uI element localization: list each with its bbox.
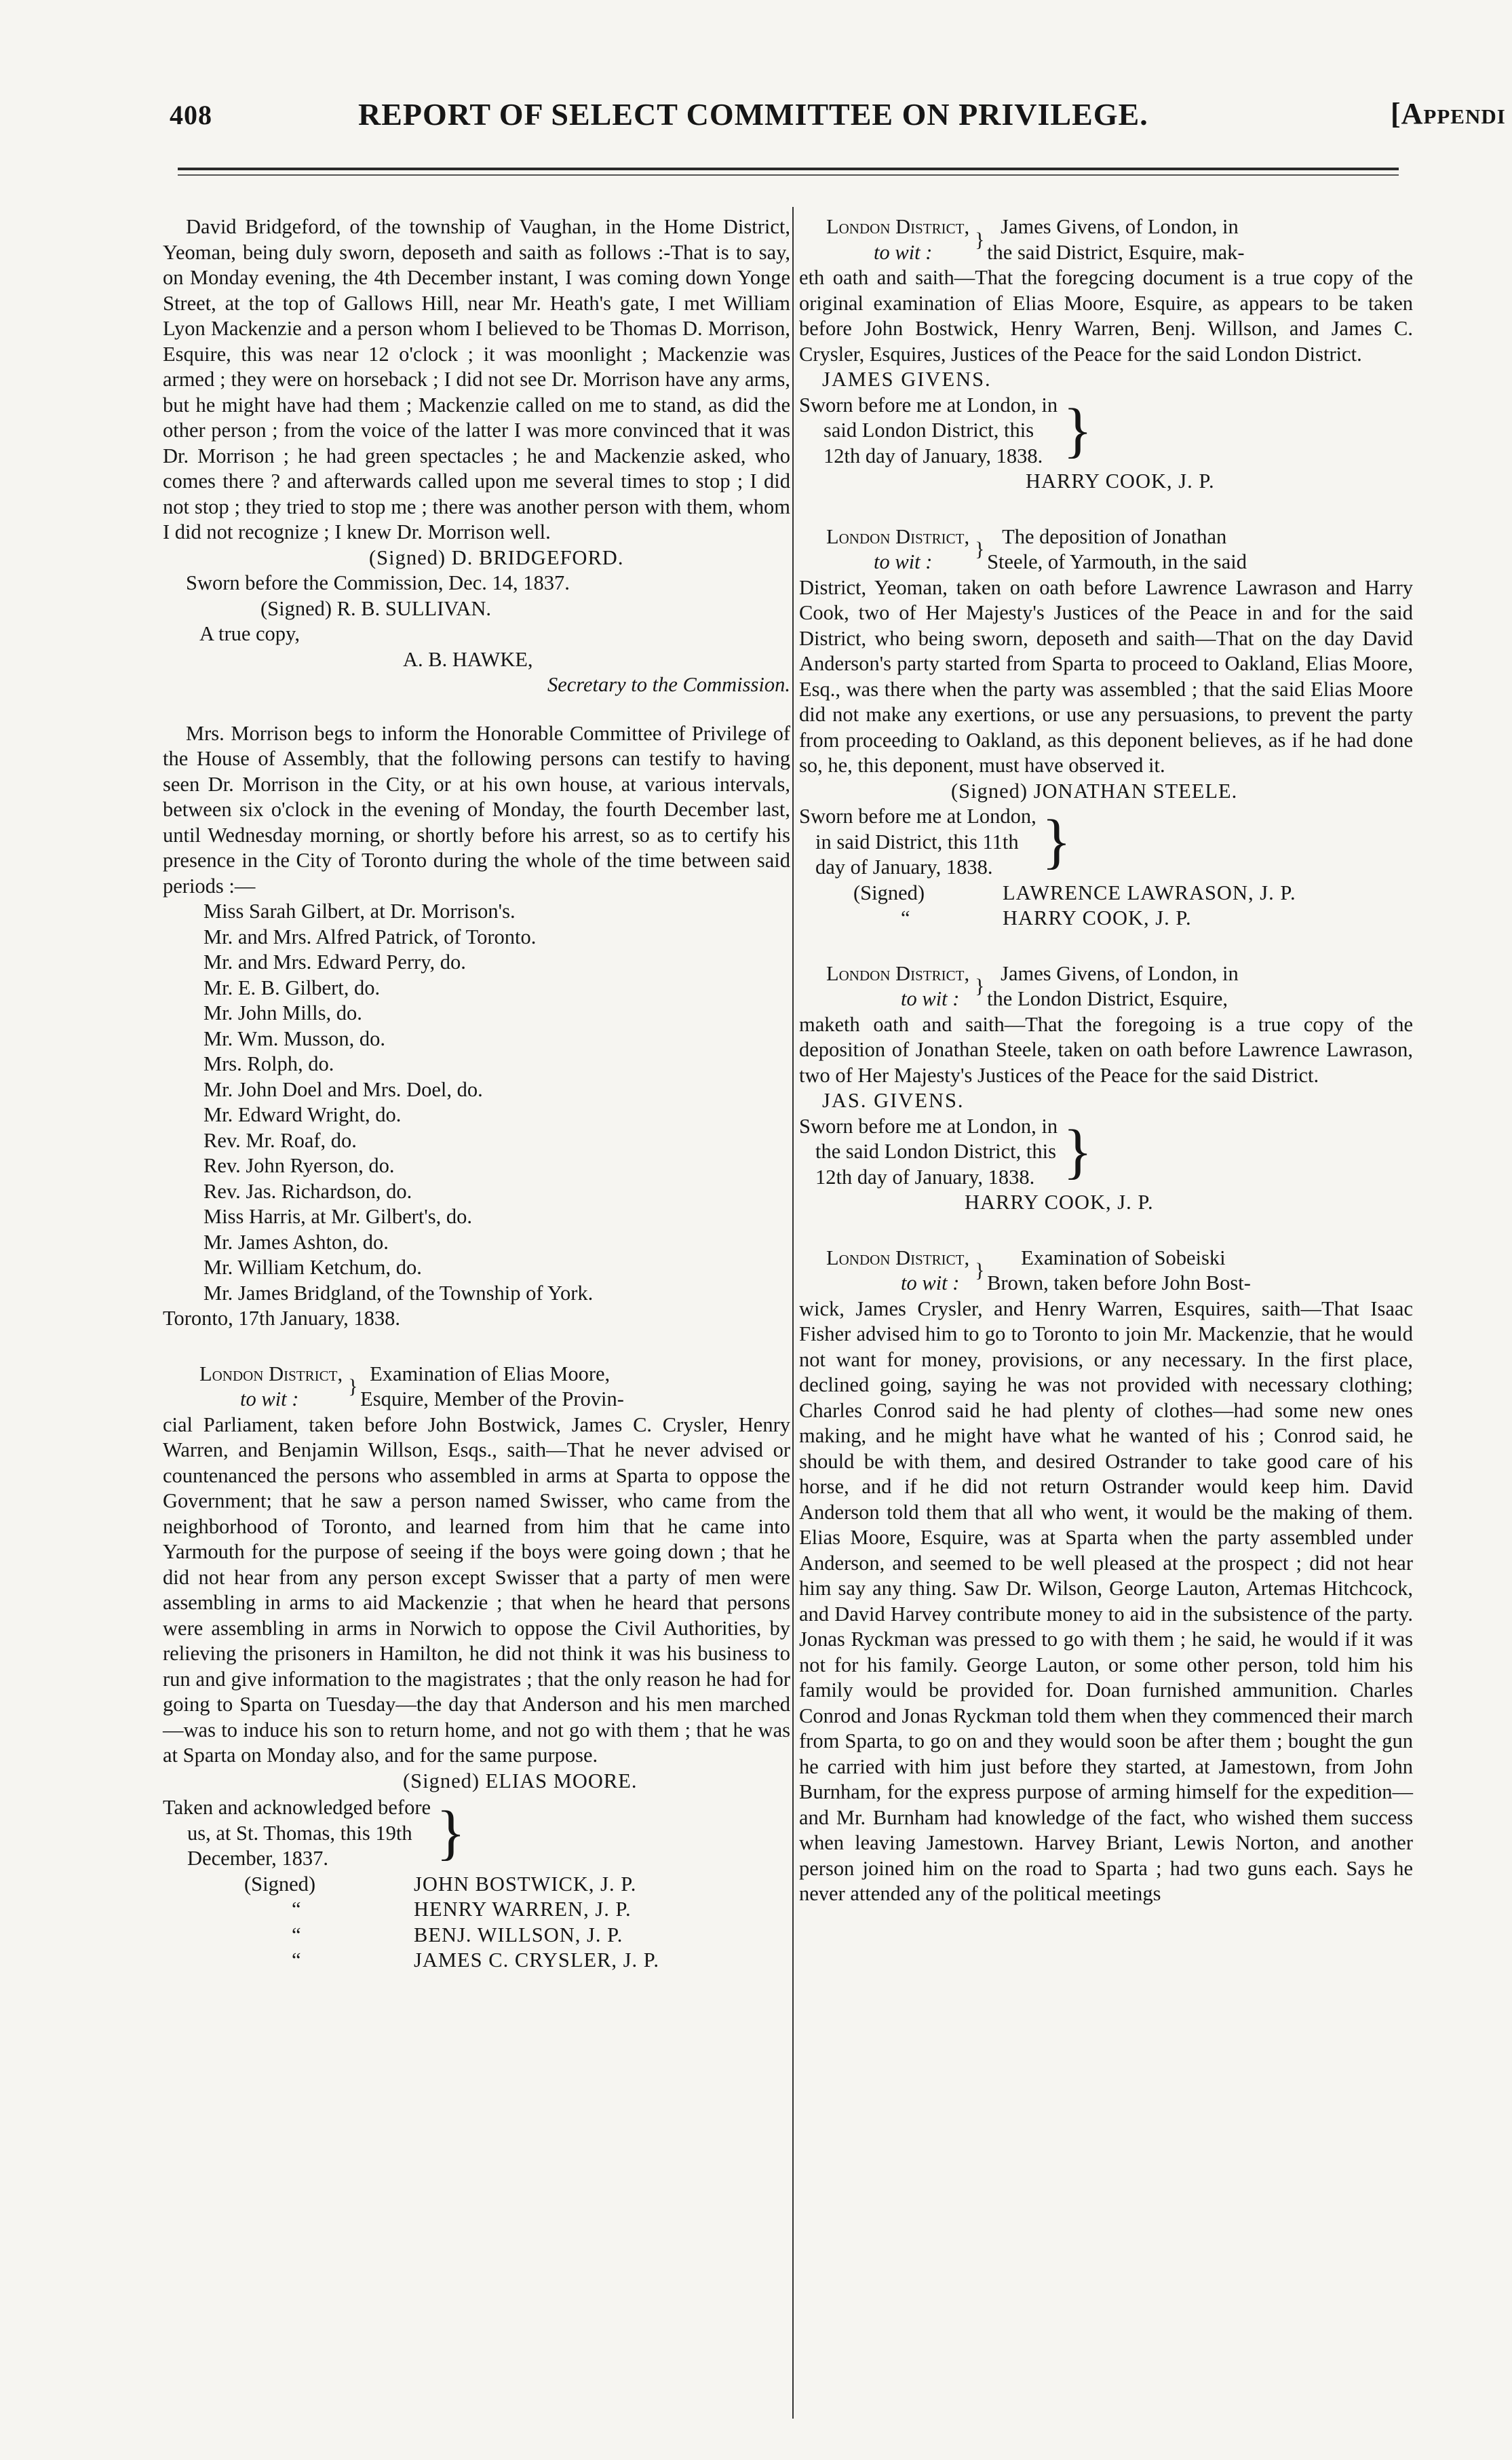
jp-name: HARRY COOK, J. P. xyxy=(965,1191,1154,1214)
list-item: Mr. James Bridgland, of the Township of York. xyxy=(203,1281,594,1305)
hawke-title: Secretary to the Commission. xyxy=(547,673,790,696)
jp-name: HARRY COOK, J. P. xyxy=(1003,906,1192,929)
brace-glyph: } xyxy=(1041,808,1072,876)
jp-name: BENJ. WILLSON, J. P. xyxy=(414,1923,623,1946)
brown-examination xyxy=(799,1246,1413,1907)
list-item: Mr. Wm. Musson, do. xyxy=(203,1026,386,1050)
page-title: REPORT OF SELECT COMMITTEE ON PRIVILEGE. xyxy=(358,97,1148,132)
right-column xyxy=(799,214,1413,1907)
header-rule-thin xyxy=(178,174,1399,176)
sworn-line: the said London District, this xyxy=(815,1140,1056,1163)
left-column xyxy=(163,214,790,1974)
givens-affidavit-2 xyxy=(799,961,1413,1216)
intro-line: Steele, of Yarmouth, in the said xyxy=(987,550,1247,573)
sworn-line: in said District, this 11th xyxy=(815,830,1019,853)
moore-intro-2: Esquire, Member of the Provin- xyxy=(360,1387,624,1410)
to-wit-label: to wit : xyxy=(240,1387,299,1410)
ditto-mark: “ xyxy=(901,906,910,929)
sworn-line: said London District, this xyxy=(823,419,1034,442)
sworn-line: 12th day of January, 1838. xyxy=(823,444,1043,467)
moore-intro: Examination of Elias Moore, xyxy=(370,1362,610,1385)
jp-name: LAWRENCE LAWRASON, J. P. xyxy=(1003,881,1296,904)
list-item: Mr. John Mills, do. xyxy=(203,1001,362,1024)
sworn-line: Sworn before me at London, in xyxy=(799,1114,1058,1138)
to-wit-label: to wit : xyxy=(874,550,933,573)
jp-name: HENRY WARREN, J. P. xyxy=(414,1898,632,1921)
list-item: Mr. Edward Wright, do. xyxy=(203,1103,402,1126)
steele-signature: (Signed) JONATHAN STEELE. xyxy=(951,779,1238,803)
hawke-name: A. B. HAWKE, xyxy=(403,647,533,671)
brace-glyph: } xyxy=(1063,396,1093,464)
true-copy: A true copy, xyxy=(199,622,300,645)
givens-affidavit-1 xyxy=(799,214,1413,495)
brace-glyph: } xyxy=(975,228,985,251)
brace-glyph: } xyxy=(975,1259,985,1282)
intro-line: The deposition of Jonathan xyxy=(1002,524,1227,548)
steele-deposition xyxy=(799,524,1413,931)
intro-line: the said District, Esquire, mak- xyxy=(987,240,1245,264)
morrison-statement: Mrs. Morrison begs to inform the Honorable Committee of Privilege of the House of Assembly, that the following persons can testify to having seen Dr. Morrison in the City, or at his own house, at various intervals, between six o'clock in the evening of Monday, the fourth December last, until Wednesday morning, or shortly before his arrest, so as to certify his presence in the City of Toronto during the whole of the time between said periods :— xyxy=(163,721,790,898)
intro-line: the London District, Esquire, xyxy=(987,987,1228,1010)
morrison-date: Toronto, 17th January, 1838. xyxy=(163,1307,400,1330)
moore-examination xyxy=(163,1362,790,1974)
sworn-line: Sworn before me at London, in xyxy=(799,393,1058,417)
jp-name: JAMES C. CRYSLER, J. P. xyxy=(414,1948,659,1972)
list-item: Mr. and Mrs. Alfred Patrick, of Toronto. xyxy=(203,925,537,948)
district-label: London District, xyxy=(826,215,970,238)
page-number: 408 xyxy=(170,100,212,130)
sworn-line: Sworn before me at London, xyxy=(799,805,1036,828)
intro-line: Brown, taken before John Bost- xyxy=(987,1271,1251,1294)
list-item: Mrs. Rolph, do. xyxy=(203,1052,334,1075)
bridgeford-deposition: David Bridgeford, of the township of Vaughan, in the Home District, Yeoman, being duly sworn, deposeth and saith as follows :-That is to say, on Monday evening, the 4th December instant, I was coming down Yonge Street, at the top of Gallows Hill, near Mr. Heath's gate, I met William Lyon Mackenzie and a person whom I believed to be Thomas D. Morrison, Esquire, this was near 12 o'clock ; it was moonlight ; Mackenzie was armed ; they were on horseback ; I did not see Dr. Morrison have any arms, but he might have had them ; Mackenzie called on me to stand, as did the other person ; from the voice of the latter I was more convinced that it was Dr. Morrison ; he had green spectacles ; he and Mackenzie asked, who comes there ? and afterwards called upon me several times to stop ; I did not stop ; they tried to stop me ; there was another person with them, whom I did not recognize ; I knew Dr. Morrison well. xyxy=(163,215,790,543)
list-item: Mr. E. B. Gilbert, do. xyxy=(203,976,381,999)
appendix-label: [Appendi xyxy=(1391,97,1506,130)
taken-line: Taken and acknowledged before xyxy=(163,1796,431,1819)
to-wit-label: to wit : xyxy=(901,987,960,1010)
district-label: London District, xyxy=(826,524,970,548)
list-item: Rev. Jas. Richardson, do. xyxy=(203,1179,412,1203)
district-label: London District, xyxy=(826,961,970,985)
list-item: Mr. John Doel and Mrs. Doel, do. xyxy=(203,1077,483,1101)
moore-signature: (Signed) ELIAS MOORE. xyxy=(403,1769,638,1792)
ditto-mark: “ xyxy=(292,1923,301,1946)
list-item: Rev. Mr. Roaf, do. xyxy=(203,1128,357,1152)
brace-glyph: } xyxy=(436,1799,466,1867)
sworn-line: day of January, 1838. xyxy=(815,856,993,879)
steele-text: District, Yeoman, taken on oath before Lawrence Lawrason and Harry Cook, two of Her Majesty's Justices of the Peace in and for the said District, who being sworn, deposeth and saith—That on the day David Anderson's party started from Sparta to proceed to Oakland, Elias Moore, Esq., was there when the party was assembled ; that the said Elias Moore did not make any exertions, or use any persuasions, to prevent the party from proceeding to Oakland, as this deponent believes, as if he had done so, he, this deponent, must have observed it. xyxy=(799,575,1413,777)
moore-text: cial Parliament, taken before John Bostwick, James C. Crysler, Henry Warren, and Benjamin Willson, Esqs., saith—That he never advised or countenanced the persons who assembled in arms at Sparta to oppose the Government; that he saw a person named Swisser, who came from the neighborhood of Toronto, and learned from him that he came into Yarmouth for the purpose of seeing if the boys were going down ; that he did not hear from any person except Swisser that a party of men were assembling in arms to aid Mackenzie ; that when he heard that persons were assembling in arms in Norwich to oppose the Civil Authorities, by relieving the prisoners in Hamilton, he did not think it was his business to run and give information to the magistrates ; that the only reason he had for going to Sparta on Tuesday—the day that Anderson and his men marched—was to induce his son to return home, and not go with them ; that he was at Sparta on Monday also, and for the same purpose. xyxy=(163,1412,790,1767)
intro-line: Examination of Sobeiski xyxy=(1021,1246,1226,1269)
sworn-line: 12th day of January, 1838. xyxy=(815,1165,1035,1189)
bridgeford-signature: (Signed) D. BRIDGEFORD. xyxy=(369,545,624,569)
ditto-mark: “ xyxy=(292,1948,301,1972)
givens2-text: maketh oath and saith—That the foregoing is a true copy of the deposition of Jonathan Steele, taken on oath before Lawrence Lawrason, two of Her Majesty's Justices of the Peace for the said District. xyxy=(799,1012,1413,1087)
list-item: Miss Harris, at Mr. Gilbert's, do. xyxy=(203,1205,473,1228)
sullivan-signature: (Signed) R. B. SULLIVAN. xyxy=(260,596,492,620)
signed-label: (Signed) xyxy=(853,881,925,904)
list-item: Miss Sarah Gilbert, at Dr. Morrison's. xyxy=(203,900,516,923)
intro-line: James Givens, of London, in xyxy=(1001,961,1239,985)
list-item: Mr. William Ketchum, do. xyxy=(203,1256,422,1279)
brace-glyph: } xyxy=(1063,1117,1093,1185)
intro-line: James Givens, of London, in xyxy=(1001,215,1239,238)
ditto-mark: “ xyxy=(292,1898,301,1921)
district-label: London District, xyxy=(199,1362,343,1385)
district-label: London District, xyxy=(826,1246,970,1269)
list-item: Mr. and Mrs. Edward Perry, do. xyxy=(203,950,466,974)
header-rule xyxy=(178,168,1399,170)
givens-signature: JAMES GIVENS. xyxy=(822,368,992,391)
taken-line: us, at St. Thomas, this 19th xyxy=(187,1821,412,1845)
brace-glyph: } xyxy=(348,1375,358,1398)
list-item: Rev. John Ryerson, do. xyxy=(203,1154,395,1177)
page-header xyxy=(170,87,1506,134)
witness-list xyxy=(203,899,790,1306)
to-wit-label: to wit : xyxy=(874,240,933,264)
list-item: Mr. James Ashton, do. xyxy=(203,1230,389,1254)
brace-glyph: } xyxy=(975,975,985,998)
givens2-signature: JAS. GIVENS. xyxy=(822,1089,965,1112)
signed-label: (Signed) xyxy=(244,1872,316,1896)
jp-name: JOHN BOSTWICK, J. P. xyxy=(414,1872,637,1896)
brace-glyph: } xyxy=(975,538,985,561)
taken-line: December, 1837. xyxy=(187,1847,328,1870)
bridgeford-sworn: Sworn before the Commission, Dec. 14, 1837. xyxy=(186,571,570,594)
brown-text: wick, James Crysler, and Henry Warren, Esquires, saith—That Isaac Fisher advised him to go to Toronto to join Mr. Mackenzie, that he would not want for money, provisions, or any necessary. In the first place, declined going, saying he was not provided with necessary clothing; Charles Conrod said he had plenty of clothes—had some new ones making, and he might have what he wanted of his ; Conrod said, he should be with them, and desired Ostrander to take good care of his horse, and if he did not return Ostrander would keep him. David Anderson told them that all who went, it would be the making of them. Elias Moore, Esquire, was at Sparta when the party assembled under Anderson, and seemed to be well pleased at the prospect ; did not hear him say any thing. Saw Dr. Wilson, George Lauton, Artemas Hitchcock, and David Harvey contribute money to aid in the subsistence of the party. Jonas Ryckman was pressed to go with them ; he said, he would if it was not for his family. George Lauton, or some other person, told him his family would be provided for. Doan furnished ammunition. Charles Conrod and Jonas Ryckman told them when they commenced their march from Sparta, to go on and they would soon be after them ; bought the gun he carried with him just before they started, at Jamestown, from John Burnham, for the express purpose of arming himself for the expedition—and Mr. Burnham had knowledge of the fact, who wished them success when leaving Jamestown. Harvey Briant, Lewis Norton, and another person joined him on the road to Sparta ; had two guns each. Says he never attended any of the political meetings xyxy=(799,1296,1413,1905)
givens-text: eth oath and saith—That the foregcing document is a true copy of the original examination of Elias Moore, Esquire, as appears to be taken before John Bostwick, Henry Warren, Benj. Willson, and James C. Crysler, Esquires, Justices of the Peace for the said London District. xyxy=(799,266,1413,366)
jp-name: HARRY COOK, J. P. xyxy=(1026,469,1215,493)
column-divider xyxy=(792,207,794,2419)
to-wit-label: to wit : xyxy=(901,1271,960,1294)
